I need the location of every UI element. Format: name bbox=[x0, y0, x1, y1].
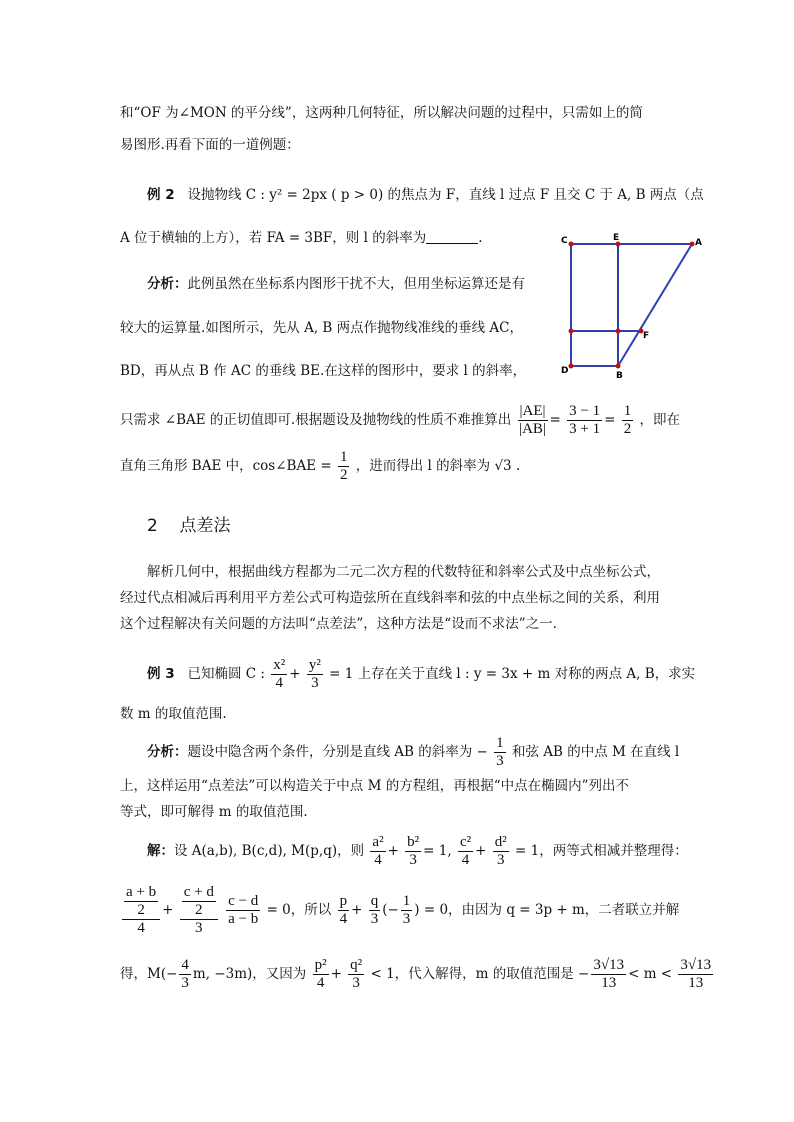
label-e: E bbox=[613, 233, 620, 243]
section-heading bbox=[147, 516, 230, 536]
point-a bbox=[690, 242, 695, 247]
analysis-line bbox=[147, 274, 525, 294]
solution-line: $\frac{\frac{a + b}{2}}{4}$ + $\frac{\frac{c + d}{2}}{3}$ $\frac{c - d}{a - b}$ = 0，所以 $\frac{p}{4}$ + $\frac{q}{3}$ (− $\frac{1}{3}$ ) = 0，由因为 q = 3p + m，二者联立并解 bbox=[120, 884, 679, 937]
example-2-text: 设抛物线 C : y² = 2px ( p > 0) 的焦点为 F，直线 l 过点 F 且交 C 于 A, B 两点（点 bbox=[187, 187, 704, 203]
fraction-third: $\frac{1}{3}$ bbox=[402, 893, 411, 927]
fraction-ratio: $\frac{3 - 1}{3 + 1}$ bbox=[569, 403, 601, 437]
analysis-3-label: 分析： bbox=[147, 744, 188, 760]
parabola-figure bbox=[556, 232, 706, 382]
section-title: 点差法 bbox=[179, 516, 231, 536]
fraction-compound-cd: $\frac{\frac{c + d}{2}}{3}$ bbox=[180, 884, 218, 937]
analysis-line: BD，再从点 B 作 AC 的垂线 BE.在这样的图形中，要求 l 的斜率， bbox=[120, 363, 527, 379]
label-c: C bbox=[561, 236, 568, 246]
solution-text: = 1, bbox=[423, 843, 452, 859]
solution-line: 解：设 A(a,b), B(c,d), M(p,q)，则 $\frac{\text{a²}}{4}$ + $\frac{\text{b²}}{3}$ = 1, $\frac{\text{c²}}{4}$ + $\frac{\text{d²}}{3}$ = 1，两等式相减并整理得： bbox=[147, 834, 688, 868]
label-f: F bbox=[643, 331, 650, 341]
example-2-line bbox=[147, 185, 704, 205]
analysis-label: 分析： bbox=[147, 276, 188, 292]
analysis-text: ，进而得出 l 的斜率为 √3 . bbox=[355, 458, 521, 474]
point-b bbox=[616, 364, 621, 369]
fraction-root13: $\frac{3√13}{13}$ bbox=[680, 957, 712, 991]
analysis-3-line: 等式，即可解得 m 的取值范围. bbox=[120, 804, 308, 820]
analysis-line: 较大的运算量.如图所示，先从 A, B 两点作抛物线准线的垂线 AC， bbox=[120, 320, 523, 336]
solution-text: < m < bbox=[628, 966, 673, 982]
solution-text: = 1，两等式相减并整理得： bbox=[515, 843, 688, 859]
solution-text: = 0，所以 bbox=[266, 902, 332, 918]
answer-blank bbox=[426, 243, 478, 244]
label-b: B bbox=[616, 371, 623, 381]
analysis-line: 只需求 ∠BAE 的正切值即可.根据题设及抛物线的性质不难推算出 $\frac{|AE|}{|AB|}$ = $\frac{3 - 1}{3 + 1}$ = $\frac{1}{2}$ ，即在 bbox=[120, 403, 681, 437]
point-n bbox=[616, 329, 621, 334]
analysis-text: 直角三角形 BAE 中，cos∠BAE = bbox=[120, 458, 332, 474]
example-3-text: 已知椭圆 C : bbox=[187, 666, 265, 682]
fraction-q2-3: $\frac{\text{q²}}{3}$ bbox=[350, 957, 363, 991]
paragraph-line: 这个过程解决有关问题的方法叫“点差法”，这种方法是“设而不求法”之一. bbox=[120, 616, 557, 632]
fraction-p-4: $\frac{p}{4}$ bbox=[339, 893, 348, 927]
analysis-3-text: 和弦 AB 的中点 M 在直线 l bbox=[511, 744, 680, 760]
fraction-d2-3: $\frac{\text{d²}}{3}$ bbox=[494, 834, 507, 868]
fraction-root13: $\frac{3√13}{13}$ bbox=[593, 957, 625, 991]
example-3-line: 数 m 的取值范围. bbox=[120, 706, 227, 722]
example-3-text: = 1 上存在关于直线 l : y = 3x + m 对称的两点 A, B，求实 bbox=[329, 666, 696, 682]
example-2-label: 例 2 bbox=[147, 187, 175, 203]
solution-text: ) = 0，由因为 q = 3p + m，二者联立并解 bbox=[414, 902, 680, 918]
analysis-3-text: 题设中隐含两个条件，分别是直线 AB 的斜率为 − bbox=[187, 744, 488, 760]
example-2-text: A 位于横轴的上方），若 FA = 3BF，则 l 的斜率为 bbox=[120, 230, 427, 246]
fraction-a2-4: $\frac{\text{a²}}{4}$ bbox=[372, 834, 384, 868]
fraction-one-third: $\frac{1}{3}$ bbox=[496, 735, 504, 769]
fraction-q-3: $\frac{q}{3}$ bbox=[370, 893, 379, 927]
fraction-half: $\frac{1}{2}$ bbox=[623, 403, 632, 437]
solution-label: 解： bbox=[147, 843, 174, 859]
solution-text: m, −3m)，又因为 bbox=[192, 966, 307, 982]
text-line: 和“OF 为∠MON 的平分线”，这两种几何特征，所以解决问题的过程中，只需如上的简 bbox=[120, 105, 643, 121]
paragraph-line: 经过代点相减后再利用平方差公式可构造弦所在直线斜率和弦的中点坐标之间的关系，利用 bbox=[120, 590, 660, 606]
fraction-x2-4: $\frac{\text{x²}}{4}$ bbox=[273, 657, 286, 691]
analysis-text: 此例虽然在坐标系内图形干扰不大，但用坐标运算还是有 bbox=[187, 276, 525, 292]
fraction-half: $\frac{1}{2}$ bbox=[339, 449, 348, 483]
example-3-label: 例 3 bbox=[147, 666, 175, 682]
fraction-cd-ab: $\frac{c - d}{a - b}$ bbox=[228, 893, 259, 927]
solution-text: < 1，代入解得，m 的取值范围是 − bbox=[370, 966, 590, 982]
point-m bbox=[569, 329, 574, 334]
analysis-text: 只需求 ∠BAE 的正切值即可.根据题设及抛物线的性质不难推算出 bbox=[120, 412, 512, 428]
analysis-3-line: 上，这样运用“点差法”可以构造关于中点 M 的方程组，再根据“中点在椭圆内”列出不 bbox=[120, 778, 630, 794]
solution-text: 得，M(− bbox=[120, 966, 178, 982]
period: . bbox=[478, 230, 483, 246]
solution-line: 得，M(− $\frac{4}{3}$ m, −3m)，又因为 $\frac{\text{p²}}{4}$ + $\frac{\text{q²}}{3}$ < 1，代入解得，m 的取值范围是 − $\frac{3√13}{13}$ < m < $\frac{3√13}{13}$ bbox=[120, 957, 712, 991]
fraction-four-thirds: $\frac{4}{3}$ bbox=[181, 957, 189, 991]
analysis-text: ，即在 bbox=[639, 412, 681, 428]
point-d bbox=[569, 364, 574, 369]
fraction-p2-4: $\frac{\text{p²}}{4}$ bbox=[314, 957, 327, 991]
section-number: 2 bbox=[147, 516, 158, 536]
analysis-3-line bbox=[147, 732, 679, 772]
label-a: A bbox=[695, 238, 702, 248]
figure-points bbox=[569, 242, 695, 369]
point-c bbox=[569, 242, 574, 247]
example-2-line bbox=[120, 228, 483, 248]
fraction-b2-3: $\frac{\text{b²}}{3}$ bbox=[407, 834, 420, 868]
line-ab bbox=[618, 244, 692, 366]
fraction-c2-4: $\frac{\text{c²}}{4}$ bbox=[459, 834, 472, 868]
fraction-ae-ab: $\frac{|AE|}{|AB|}$ bbox=[519, 403, 546, 437]
figure-lines bbox=[571, 244, 692, 366]
fraction-compound-ab: $\frac{\frac{a + b}{2}}{4}$ bbox=[122, 884, 160, 937]
solution-text: (− bbox=[382, 902, 399, 918]
text-line: 易图形.再看下面的一道例题： bbox=[120, 137, 300, 153]
paragraph-line: 解析几何中，根据曲线方程都为二元二次方程的代数特征和斜率公式及中点坐标公式， bbox=[147, 564, 660, 580]
label-d: D bbox=[561, 366, 569, 376]
fraction-y2-3: $\frac{\text{y²}}{3}$ bbox=[308, 657, 321, 691]
solution-text: 设 A(a,b), B(c,d), M(p,q)，则 bbox=[174, 843, 365, 859]
analysis-line bbox=[120, 446, 520, 486]
example-3-line: 例 3 已知椭圆 C : $\frac{\text{x²}}{4}$ + $\frac{\text{y²}}{3}$ = 1 上存在关于直线 l : y = 3x + m 对称的两点 A, B，求实 bbox=[147, 657, 696, 691]
